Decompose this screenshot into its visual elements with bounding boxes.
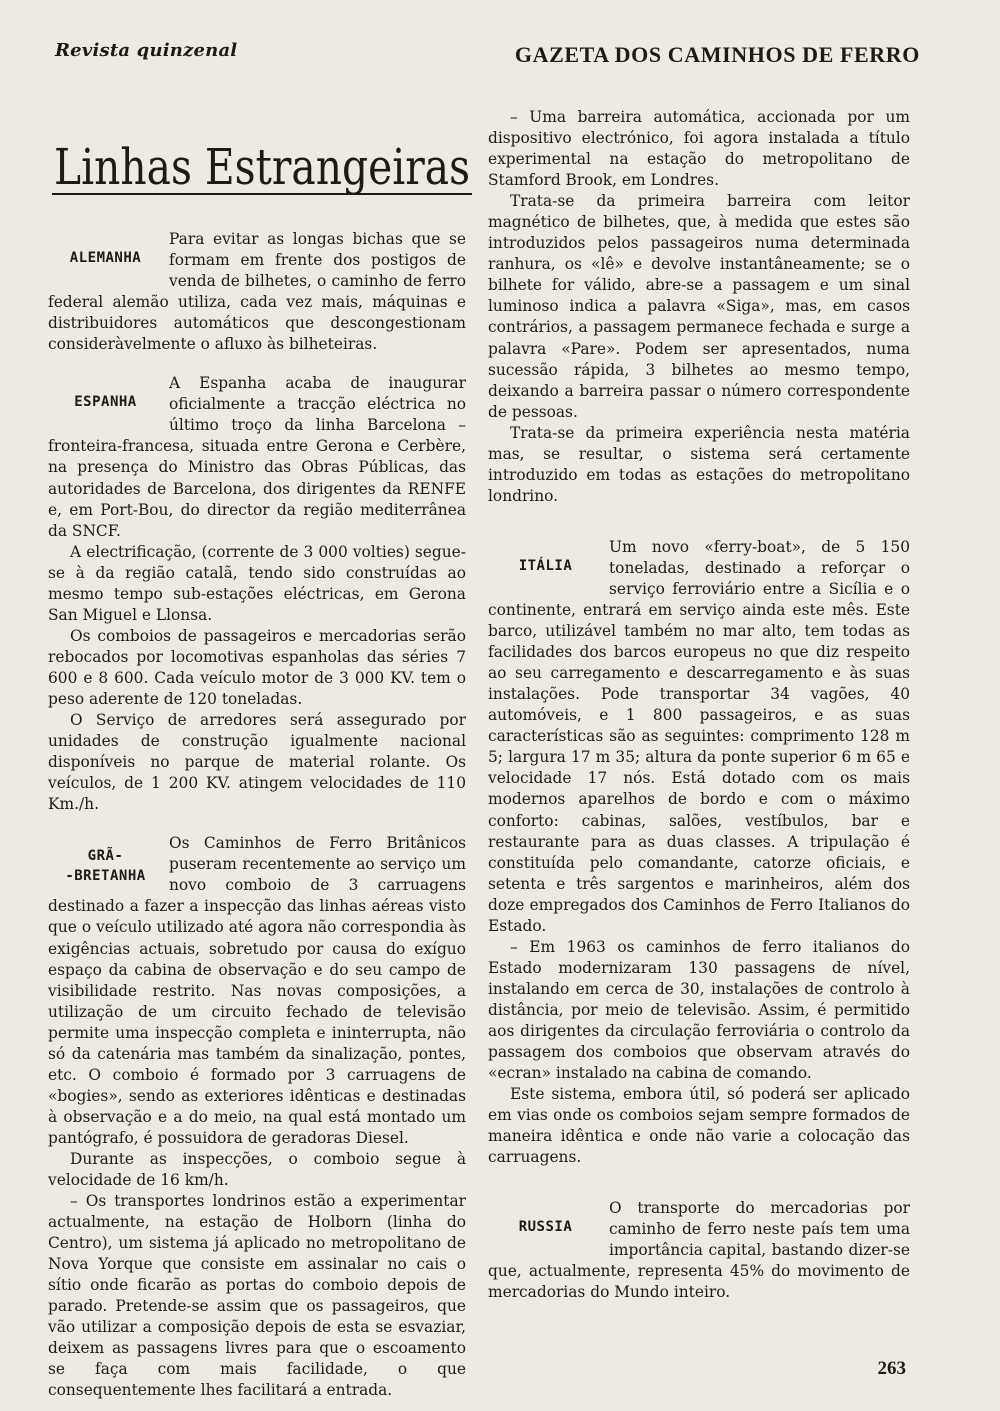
italia-paragraph-3: Este sistema, embora útil, só poderá ser aplicado em vias onde os comboios sejam sempre formados de maneira idêntica e onde não varie a colocação das carruagens. [488, 1085, 910, 1167]
italia-paragraph-1: Um novo «ferry-boat», de 5 150 toneladas, destinado a reforçar o serviço ferroviário entre a Sicília e o continente, entrará em serviço ainda este mês. Este barco, utilizável também no mar alto, tem todas as facilidades dos barcos europeus no que diz respeito ao seu carregamento e descarregamento e às suas instalações. Pode transportar 34 vagões, 40 automóveis, e 1 800 passageiros, e as suas características são as seguintes: comprimento 128 m 5; largura 17 m 35; altura da ponte superior 6 m 65 e velocidade 17 nós. Está dotado com os mais modernos aparelhos de bordo e com o máximo conforto: cabinas, salões, vestíbulos, bar e restaurante para as duas classes. A tripulação é constituída pelo comandante, catorze oficiais, e setenta e três sargentos e marinheiros, além dos doze empregados dos Caminhos de Ferro Italianos do Estado. [488, 537, 910, 935]
gra-bretanha-paragraph-3-text: – Os transportes londrinos estão a experimentar actualmente, na estação de Holborn (linha do Centro), um sistema já aplicado no metropolitano de Nova Yorque que consiste em assinalar no cais o sítio onde ficarão as portas do comboio depois de parado. Pretende-se assim que os passageiros, que vão utilizar a composição depois de esta se esvaziar, deixem as passagens livres para que o escoamento se faça com mais facilidade, o que consequentemente lhes facilitará a entrada. [48, 1192, 466, 1400]
spacer [48, 355, 466, 373]
label-line-2: -BRETANHA [65, 868, 146, 885]
italia-paragraph-2: – Em 1963 os caminhos de ferro italianos do Estado modernizaram 130 passagens de nível, instalando em cerca de 30, instalações de controlo à distância, por meio de televisão. Assim, é permitido aos dirigentes da circulação ferroviária o controlo da passagem dos comboios que observam através do «ecran» instalado na cabina de comando. [488, 937, 910, 1083]
label-line-1: GRÃ- [87, 848, 124, 865]
country-label-italia: ITÁLIA [518, 557, 573, 574]
espanha-paragraph-1: A Espanha acaba de inaugurar oficialmente a tracção eléctrica no último troço da linha Barcelona – fronteira-francesa, situada entre Gerona e Cerbère, na presença do Ministro das Obras Públicas, das autoridades de Barcelona, dos dirigentes da RENFE e, em Port-Bou, do director da região mediterrânea da SNCF. [48, 374, 466, 540]
header-left: Revista quinzenal [55, 40, 238, 61]
header-right: GAZETA DOS CAMINHOS DE FERRO [514, 42, 920, 67]
country-label-gra-bretanha [48, 833, 163, 896]
gra-bretanha-paragraph-2: Durante as inspecções, o comboio segue à velocidade de 16 km/h. [48, 1149, 466, 1190]
espanha-paragraph-3: Os comboios de passageiros e mercadorias serão rebocados por locomotivas espanholas das séries 7 600 e 8 600. Cada veículo motor de 3 000 KV. tem o peso aderente de 120 toneladas. [48, 626, 466, 708]
page-number: 263 [877, 1358, 906, 1379]
right-column [488, 107, 910, 1304]
spacer [48, 815, 466, 833]
left-column [48, 229, 466, 1402]
gra-bretanha-paragraph-3 [48, 1191, 466, 1401]
section-alemanha [48, 229, 466, 355]
section-russia [488, 1198, 910, 1303]
title-text: Linhas Estrangeiras [54, 138, 470, 196]
alemanha-paragraph: Para evitar as longas bichas que se formam em frente dos postigos de venda de bilhetes, o caminho de ferro federal alemão utiliza, cada vez mais, máquinas e distribuidores automáticos que descongestionam consideràvelmente o afluxo às bilheteiras. [48, 230, 466, 354]
section-title [52, 108, 472, 198]
gra-bretanha-paragraph-5: Trata-se da primeira barreira com leitor magnético de bilhetes, que, à medida que estes são introduzidos pelos passageiros numa determinada ranhura, os «lê» e devolve instantâneamente; se o bilhete for válido, abre-se a passagem e um sinal luminoso indica a palavra «Siga», mas, em casos contrários, a passagem permanece fechada e surge a palavra «Pare». Podem ser apresentados, numa sucessão rápida, 3 bilhetes ao mesmo tempo, deixando a barreira passar o número correspondente de pessoas. [488, 192, 910, 421]
russia-paragraph: O transporte do mercadorias por caminho de ferro neste país tem uma importância capital, bastando dizer-se que, actualmente, representa 45% do movimento de mercadorias do Mundo inteiro. [488, 1199, 910, 1302]
espanha-paragraph-4: O Serviço de arredores será assegurado por unidades de construção igualmente nacional disponíveis no parque de material rolante. Os veículos, de 1 200 KV. atingem velocidades de 110 Km./h. [48, 711, 466, 814]
spacer [488, 1168, 910, 1198]
section-espanha [48, 373, 466, 815]
gra-bretanha-paragraph-4: – Uma barreira automática, accionada por um dispositivo electrónico, foi agora instalada a título experimental na estação do metropolitano de Stamford Brook, em Londres. [488, 108, 910, 190]
espanha-paragraph-2: A electrificação, (corrente de 3 000 volties) segue-se à da região catalã, tendo sido construídas ao mesmo tempo sub-estações eléctricas, em Gerona San Miguel e Llonsa. [48, 542, 466, 624]
gra-bretanha-paragraph-1: Os Caminhos de Ferro Britânicos puseram recentemente ao serviço um novo comboio de 3 carruagens destinado a fazer a inspecção das linhas aéreas visto que o veículo utilizado até agora não correspondia às exigências actuais, sobretudo por causa do exíguo espaço da cabina de observação e do seu campo de visibilidade restrito. Nas novas composições, a utilização de um circuito fechado de televisão permite uma inspecção completa e ininterrupta, não só da catenária mas também da sinalização, pontes, etc. O comboio é formado por 3 carruagens de «bogies», sendo as exteriores idênticas e destinadas à observação e a do meio, na qual está montado um pantógrafo, é possuidora de geradoras Diesel. [48, 834, 466, 1147]
gra-bretanha-paragraph-6: Trata-se da primeira experiência nesta matéria mas, se resultar, o sistema será certamente introduzido em todas as estações do metropolitano londrino. [488, 423, 910, 505]
section-gra-bretanha [48, 833, 466, 1401]
spacer [488, 507, 910, 537]
country-label-alemanha: ALEMANHA [69, 250, 142, 266]
section-italia [488, 537, 910, 1168]
country-label-espanha: ESPANHA [74, 394, 137, 411]
country-label-russia: RUSSIA [518, 1219, 573, 1236]
